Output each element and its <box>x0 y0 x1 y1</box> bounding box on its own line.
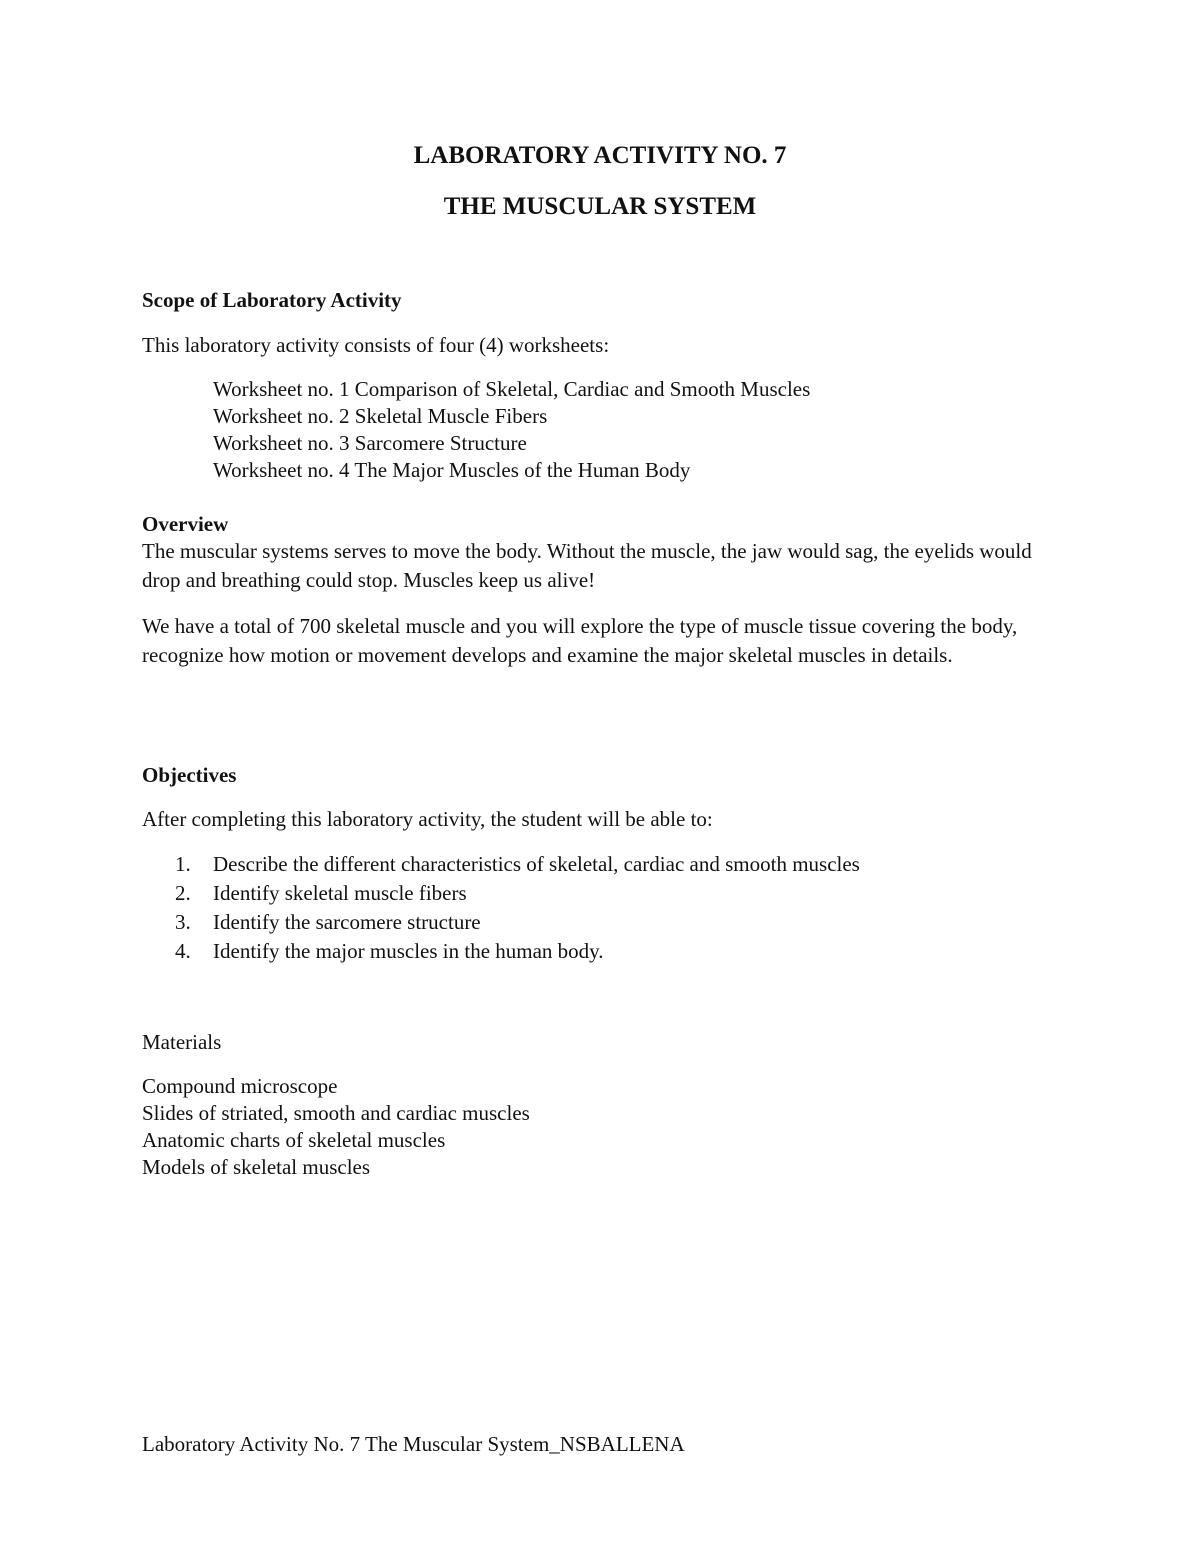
objective-item-1 <box>175 852 860 877</box>
objective-text: Identify the major muscles in the human body. <box>213 939 604 963</box>
overview-paragraph-1: The muscular systems serves to move the body. Without the muscle, the jaw would sag, the eyelids would drop and breathing could stop. Muscles keep us alive! <box>142 539 1032 592</box>
objective-item-3 <box>175 910 481 935</box>
objective-number: 4. <box>175 939 191 963</box>
material-item-2: Slides of striated, smooth and cardiac muscles <box>142 1101 530 1125</box>
objectives-heading: Objectives <box>142 763 237 787</box>
document-subtitle: THE MUSCULAR SYSTEM <box>443 193 757 220</box>
overview-heading: Overview <box>142 512 229 536</box>
material-item-1: Compound microscope <box>142 1074 338 1098</box>
scope-heading: Scope of Laboratory Activity <box>142 288 402 312</box>
worksheet-item-1: Worksheet no. 1 Comparison of Skeletal, Cardiac and Smooth Muscles <box>213 377 811 401</box>
objective-text: Describe the different characteristics of skeletal, cardiac and smooth muscles <box>213 852 860 876</box>
objective-text: Identify skeletal muscle fibers <box>213 881 467 905</box>
objective-text: Identify the sarcomere structure <box>213 910 481 934</box>
worksheet-item-3: Worksheet no. 3 Sarcomere Structure <box>213 431 527 455</box>
overview-paragraph-2: We have a total of 700 skeletal muscle and you will explore the type of muscle tissue covering the body, recognize how motion or movement develops and examine the major skeletal muscles in details. <box>142 614 1018 667</box>
material-item-3: Anatomic charts of skeletal muscles <box>142 1128 446 1152</box>
objectives-intro: After completing this laboratory activity, the student will be able to: <box>142 807 713 831</box>
worksheet-item-2: Worksheet no. 2 Skeletal Muscle Fibers <box>213 404 548 428</box>
objective-number: 1. <box>175 852 191 876</box>
objective-number: 2. <box>175 881 191 905</box>
document-title: LABORATORY ACTIVITY NO. 7 <box>413 142 787 169</box>
material-item-4: Models of skeletal muscles <box>142 1155 371 1179</box>
objective-item-2 <box>175 881 467 906</box>
objective-number: 3. <box>175 910 191 934</box>
page-footer: Laboratory Activity No. 7 The Muscular System_NSBALLENA <box>142 1432 685 1456</box>
scope-intro: This laboratory activity consists of four (4) worksheets: <box>142 333 610 357</box>
materials-heading: Materials <box>142 1030 222 1054</box>
objective-item-4 <box>175 939 604 964</box>
worksheet-item-4: Worksheet no. 4 The Major Muscles of the Human Body <box>213 458 691 482</box>
